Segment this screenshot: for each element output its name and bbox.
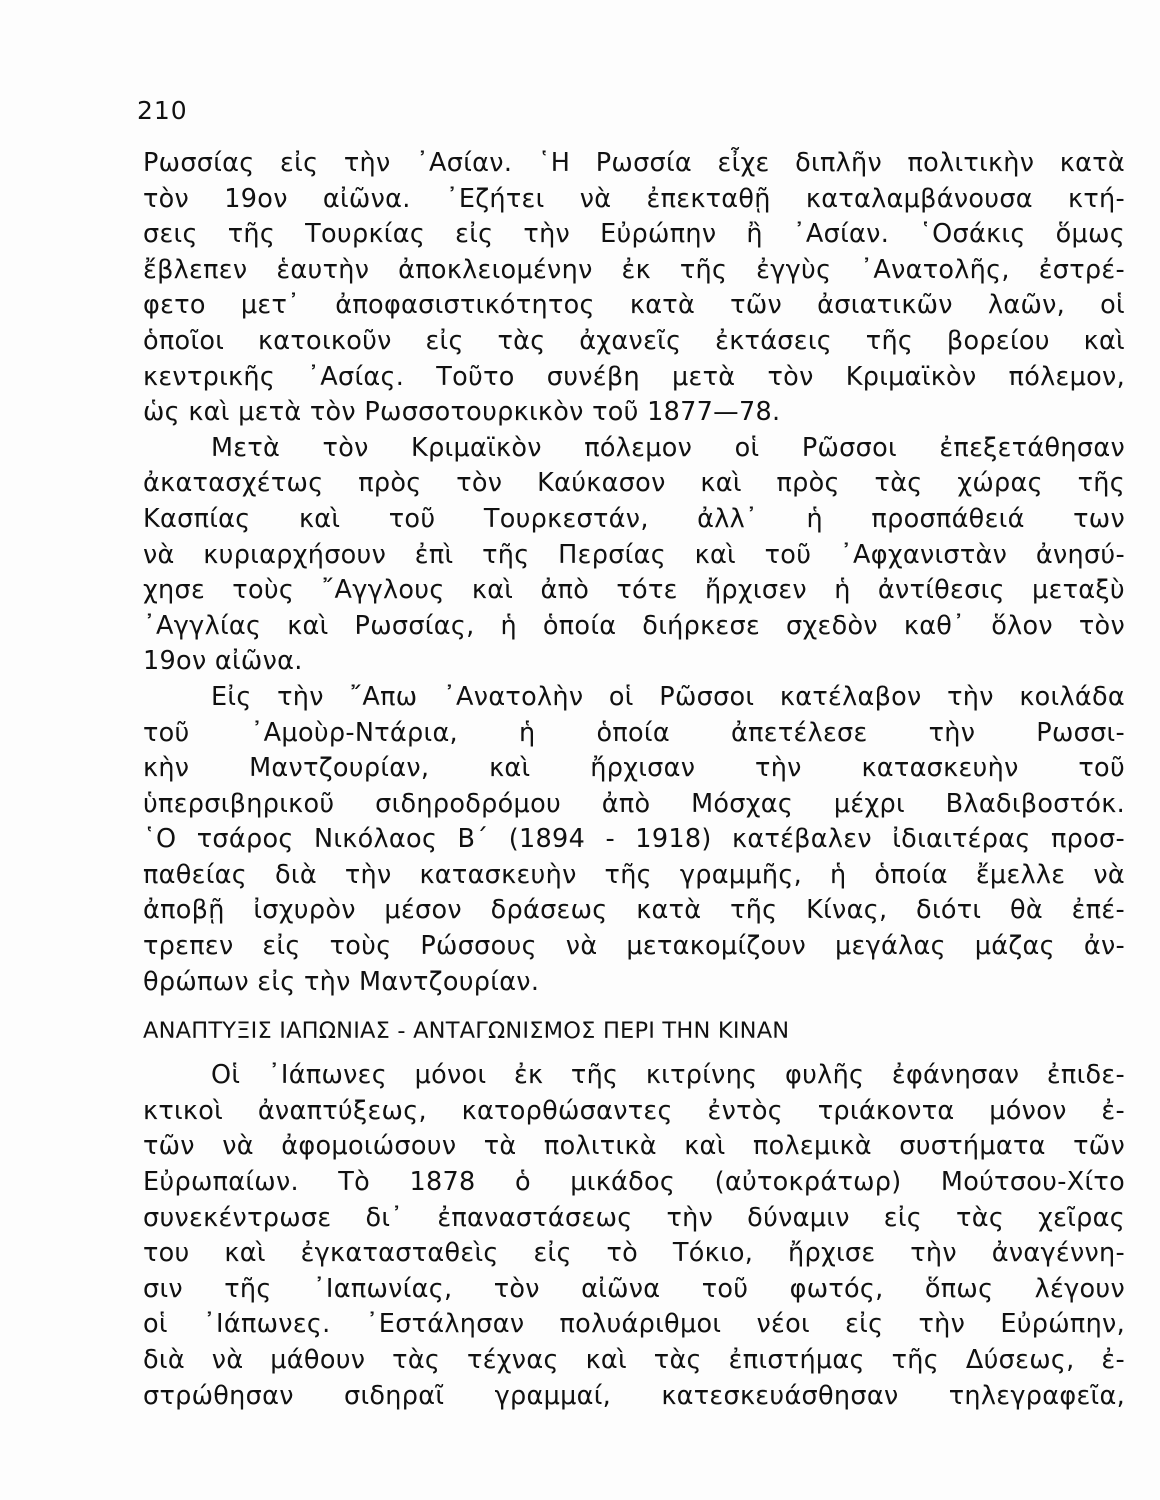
text-line: στρώθησαν σιδηραῖ γραμμαί, κατεσκευάσθησαν τηλεγραφεῖα, xyxy=(143,1380,1125,1411)
body-text xyxy=(143,146,1125,1414)
text-line: ἀκατασχέτως πρὸς τὸν Καύκασον καὶ πρὸς τὰς χώρας τῆς xyxy=(143,468,1125,499)
text-line: ὡς καὶ μετὰ τὸν Ρωσσοτουρκικὸν τοῦ 1877—78. xyxy=(143,397,781,428)
text-line: φετο μετ᾽ ἀποφασιστικότητος κατὰ τῶν ἀσιατικῶν λαῶν, οἱ xyxy=(143,290,1125,321)
text-line: κτικοὶ ἀναπτύξεως, κατορθώσαντες ἐντὸς τριάκοντα μόνον ἐ- xyxy=(143,1095,1125,1126)
text-line: τρεπεν εἰς τοὺς Ρώσσους νὰ μετακομίζουν μεγάλας μάζας ἀν- xyxy=(143,931,1125,962)
text-line: ῾Ο τσάρος Νικόλαος Β΄ (1894 - 1918) κατέβαλεν ἰδιαιτέρας προσ- xyxy=(143,824,1125,855)
text-line: νὰ κυριαρχήσουν ἐπὶ τῆς Περσίας καὶ τοῦ ᾽Αφχανιστὰν ἀνησύ- xyxy=(143,539,1125,570)
text-line: Οἱ ᾽Ιάπωνες μόνοι ἐκ τῆς κιτρίνης φυλῆς ἐφάνησαν ἐπιδε- xyxy=(211,1060,1125,1091)
text-line: χησε τοὺς ῎Αγγλους καὶ ἀπὸ τότε ἤρχισεν ἡ ἀντίθεσις μεταξὺ xyxy=(143,575,1125,606)
text-line: παθείας διὰ τὴν κατασκευὴν τῆς γραμμῆς, ἡ ὁποία ἔμελλε νὰ xyxy=(143,859,1125,890)
text-line: σιν τῆς ᾽Ιαπωνίας, τὸν αἰῶνα τοῦ φωτός, ὅπως λέγουν xyxy=(143,1273,1125,1304)
text-line: του καὶ ἐγκατασταθεὶς εἰς τὸ Τόκιο, ἤρχισε τὴν ἀναγέννη- xyxy=(143,1238,1125,1269)
text-line: ᾽Αγγλίας καὶ Ρωσσίας, ἡ ὁποία διήρκεσε σχεδὸν καθ᾽ ὅλον τὸν xyxy=(143,610,1125,641)
page-number: 210 xyxy=(137,96,188,125)
text-line: διὰ νὰ μάθουν τὰς τέχνας καὶ τὰς ἐπιστήμας τῆς Δύσεως, ἐ- xyxy=(143,1345,1125,1375)
text-line: ὑπερσιβηρικοῦ σιδηροδρόμου ἀπὸ Μόσχας μέχρι Βλαδιβοστόκ. xyxy=(143,788,1125,819)
text-line: ὁποῖοι κατοικοῦν εἰς τὰς ἀχανεῖς ἐκτάσεις τῆς βορείου καὶ xyxy=(143,325,1125,356)
text-line: ἔβλεπεν ἑαυτὴν ἀποκλειομένην ἐκ τῆς ἐγγὺς ᾽Ανατολῆς, ἐστρέ- xyxy=(143,254,1125,285)
text-line: ἀποβῇ ἰσχυρὸν μέσον δράσεως κατὰ τῆς Κίνας, διότι θὰ ἐπέ- xyxy=(143,895,1125,926)
paragraph-3 xyxy=(143,680,1125,1000)
text-line: κεντρικῆς ᾽Ασίας. Τοῦτο συνέβη μετὰ τὸν Κριμαϊκὸν πόλεμον, xyxy=(143,361,1125,392)
text-line: θρώπων εἰς τὴν Μαντζουρίαν. xyxy=(143,966,540,997)
text-line: σεις τῆς Τουρκίας εἰς τὴν Εὐρώπην ἢ ᾽Ασίαν. ῾Οσάκις ὅμως xyxy=(143,219,1125,250)
paragraph-4 xyxy=(143,1058,1125,1414)
text-line: Εἰς τὴν ῎Απω ᾽Ανατολὴν οἱ Ρῶσσοι κατέλαβον τὴν κοιλάδα xyxy=(211,681,1125,712)
paragraph-1 xyxy=(143,146,1125,431)
text-line: τοῦ ᾽Αμοὺρ-Ντάρια, ἡ ὁποία ἀπετέλεσε τὴν Ρωσσι- xyxy=(143,717,1125,748)
text-line: συνεκέντρωσε δι᾽ ἐπαναστάσεως τὴν δύναμιν εἰς τὰς χεῖρας xyxy=(143,1202,1125,1233)
text-line: Κασπίας καὶ τοῦ Τουρκεστάν, ἀλλ᾽ ἡ προσπάθειά των xyxy=(143,503,1125,534)
text-line: Μετὰ τὸν Κριμαϊκὸν πόλεμον οἱ Ρῶσσοι ἐπεξετάθησαν xyxy=(211,432,1125,463)
text-line: Ρωσσίας εἰς τὴν ᾽Ασίαν. ῾Η Ρωσσία εἶχε διπλῆν πολιτικὴν κατὰ xyxy=(143,148,1125,178)
text-line: οἱ ᾽Ιάπωνες. ᾽Εστάλησαν πολυάριθμοι νέοι εἰς τὴν Εὐρώπην, xyxy=(143,1309,1125,1340)
text-line: κὴν Μαντζουρίαν, καὶ ἤρχισαν τὴν κατασκευὴν τοῦ xyxy=(143,753,1125,784)
section-heading: ΑΝΑΠΤΥΞΙΣ ΙΑΠΩΝΙΑΣ - ΑΝΤΑΓΩΝΙΣΜΟΣ ΠΕΡΙ ΤΗΝ ΚΙΝΑΝ xyxy=(143,1018,790,1045)
text-line: Εὐρωπαίων. Τὸ 1878 ὁ μικάδος (αὐτοκράτωρ) Μούτσου-Χίτο xyxy=(143,1167,1125,1198)
paragraph-2 xyxy=(143,431,1125,680)
text-line: τὸν 19ον αἰῶνα. ᾽Εζήτει νὰ ἐπεκταθῇ καταλαμβάνουσα κτή- xyxy=(143,183,1125,214)
text-line: τῶν νὰ ἀφομοιώσουν τὰ πολιτικὰ καὶ πολεμικὰ συστήματα τῶν xyxy=(143,1131,1125,1162)
text-line: 19ον αἰῶνα. xyxy=(143,646,303,677)
